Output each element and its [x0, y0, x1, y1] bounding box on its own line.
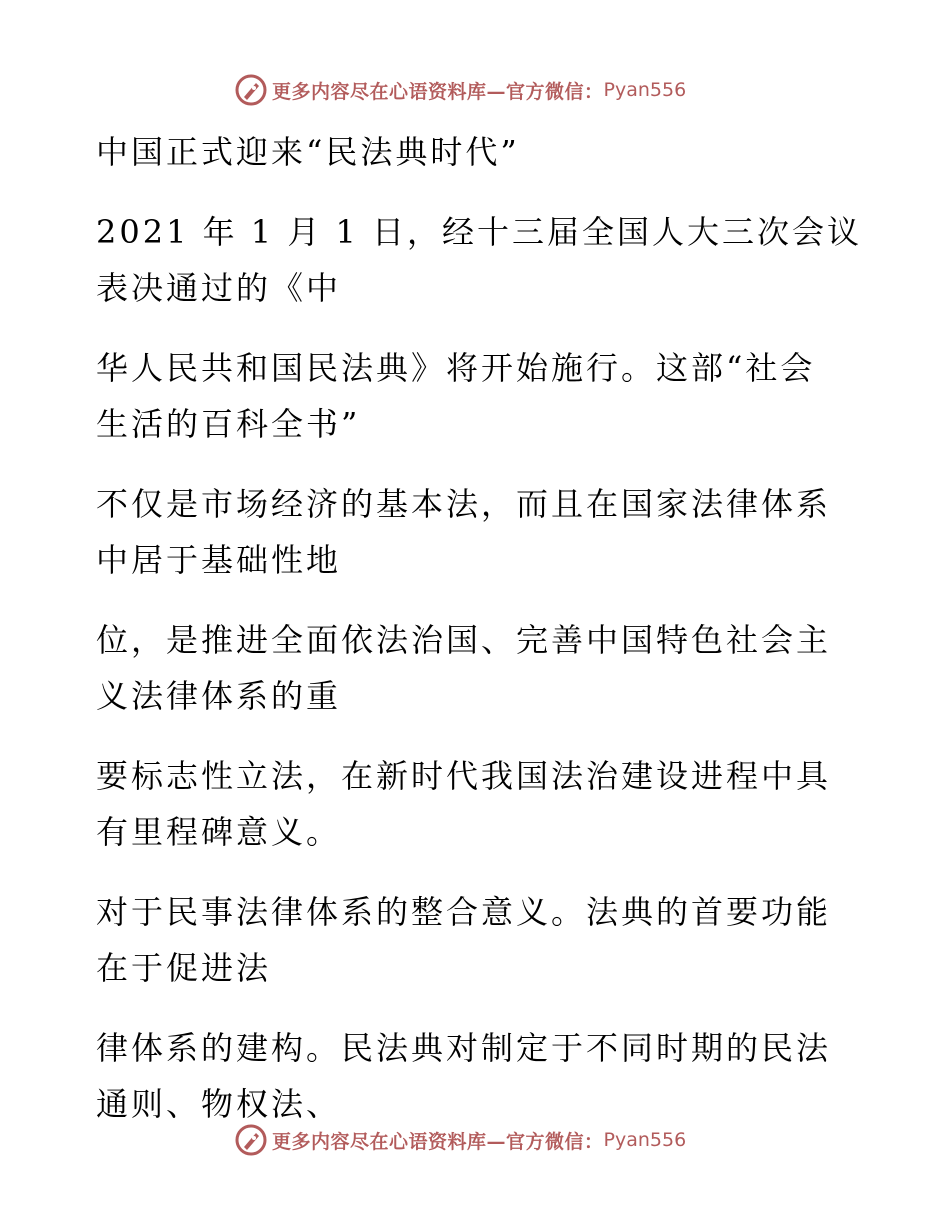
header-banner-handle: Pyan556: [603, 79, 687, 101]
paragraph-5-line-2: 有里程碑意义。: [96, 813, 342, 851]
header-banner[interactable]: [234, 72, 686, 108]
paragraph-3-line-2: 中居于基础性地: [96, 541, 342, 579]
paragraph-4-line-2: 义法律体系的重: [96, 677, 342, 715]
header-banner-promo: 更多内容尽在心语资料库—官方微信：: [272, 80, 604, 103]
paragraph-2-line-2: 生活的百科全书”: [96, 405, 361, 443]
paragraph-2-line-1: 华人民共和国民法典》将开始施行。这部“社会: [96, 349, 816, 387]
paragraph-6-line-2: 在于促进法: [96, 949, 272, 987]
footer-banner-handle: Pyan556: [603, 1129, 687, 1151]
paragraph-1-line-2: 表决通过的《中: [96, 269, 342, 307]
paragraph-4-line-1: 位，是推进全面依法治国、完善中国特色社会主: [96, 621, 832, 659]
paragraph-1-line-1: 2021 年 1 月 1 日，经十三届全国人大三次会议: [96, 213, 863, 251]
document-body: [96, 124, 863, 1132]
document-title: 中国正式迎来“民法典时代”: [96, 133, 520, 171]
paragraph-7-line-1: 律体系的建构。民法典对制定于不同时期的民法: [96, 1029, 832, 1067]
paragraph-5-line-1: 要标志性立法，在新时代我国法治建设进程中具: [96, 757, 832, 795]
paragraph-7-line-2: 通则、物权法、: [96, 1085, 342, 1123]
footer-banner-promo: 更多内容尽在心语资料库—官方微信：: [272, 1130, 604, 1153]
footer-banner[interactable]: [234, 1122, 686, 1158]
pen-nib-circle-icon: [234, 1123, 268, 1157]
paragraph-3-line-1: 不仅是市场经济的基本法，而且在国家法律体系: [96, 485, 832, 523]
pen-nib-circle-icon: [234, 73, 268, 107]
paragraph-6-line-1: 对于民事法律体系的整合意义。法典的首要功能: [96, 893, 832, 931]
